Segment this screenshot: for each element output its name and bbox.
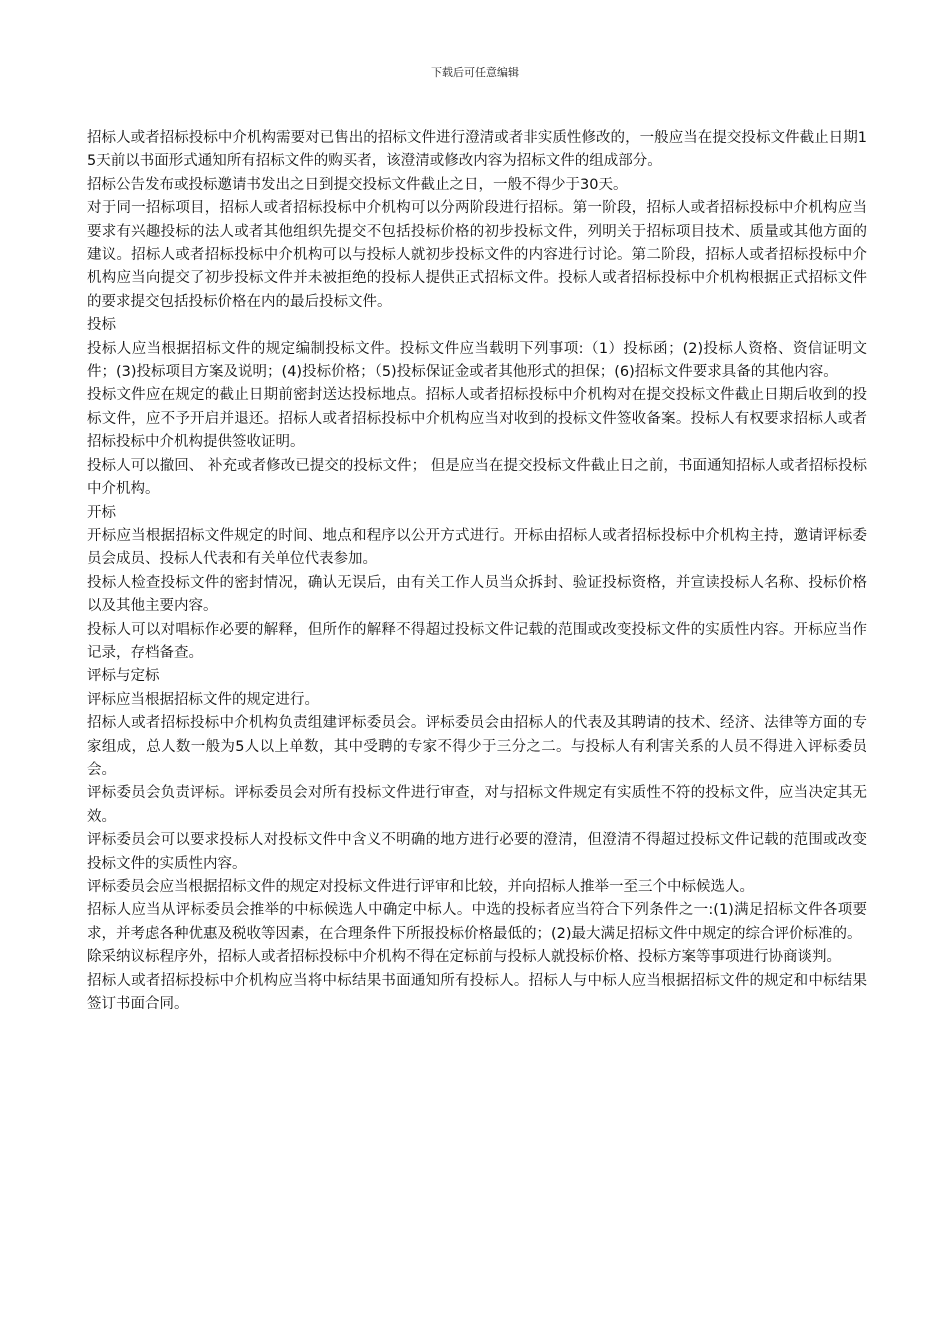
paragraph-committee-formation: 招标人或者招标投标中介机构负责组建评标委员会。评标委员会由招标人的代表及其聘请的技术、经济、法律等方面的专家组成，总人数一般为5人以上单数，其中受聘的专家不得少于三分之二。与投标人有利害关系的人员不得进入评标委员会。 <box>87 715 867 778</box>
paragraph-no-negotiation: 除采纳议标程序外，招标人或者招标投标中介机构不得在定标前与投标人就投标价格、投标方案等事项进行协商谈判。 <box>87 949 841 966</box>
paragraph-award-notice: 招标人或者招标投标中介机构应当将中标结果书面通知所有投标人。招标人与中标人应当根据招标文件的规定和中标结果签订书面合同。 <box>87 972 867 1013</box>
paragraph-bid-contents: 投标人应当根据招标文件的规定编制投标文件。投标文件应当载明下列事项:（1）投标函；(2)投标人资格、资信证明文件；(3)投标项目方案及说明；(4)投标价格；（5)投标保证金或者其他形式的担保；(6)招标文件要求具备的其他内容。 <box>87 340 867 381</box>
section-heading-evaluation: 评标与定标 <box>87 668 160 685</box>
paragraph-clarification-request: 评标委员会可以要求投标人对投标文件中含义不明确的地方进行必要的澄清，但澄清不得超过投标文件记载的范围或改变投标文件的实质性内容。 <box>87 832 867 872</box>
section-heading-bidding: 投标 <box>87 317 116 334</box>
paragraph-candidate-recommendation: 评标委员会应当根据招标文件的规定对投标文件进行评审和比较，并向招标人推举一至三个中标候选人。 <box>87 879 754 895</box>
paragraph-seal-check: 投标人检查投标文件的密封情况，确认无误后，由有关工作人员当众拆封、验证投标资格，并宣读投标人名称、投标价格以及其他主要内容。 <box>87 574 867 615</box>
paragraph-two-stage-tender: 对于同一招标项目，招标人或者招标投标中介机构可以分两阶段进行招标。第一阶段，招标人或者招标投标中介机构应当要求有兴趣投标的法人或者其他组织先提交不包括投标价格的初步投标文件，列明关于招标项目技术、质量或其他方面的建议。招标人或者招标投标中介机构可以与投标人就初步投标文件的内容进行讨论。第二阶段，招标人或者招标投标中介机构应当向提交了初步投标文件并未被拒绝的投标人提供正式招标文件。投标人或者招标投标中介机构根据正式招标文件的要求提交包括投标价格在内的最后投标文件。 <box>87 200 867 310</box>
paragraph-bid-submission: 投标文件应在规定的截止日期前密封送达投标地点。招标人或者招标投标中介机构对在提交投标文件截止日期后收到的投标文件，应不予开启并退还。招标人或者招标投标中介机构应当对收到的投标文件签收备案。投标人有权要求招标人或者招标投标中介机构提供签收证明。 <box>87 387 867 451</box>
paragraph-opening-procedure: 开标应当根据招标文件规定的时间、地点和程序以公开方式进行。开标由招标人或者招标投标中介机构主持，邀请评标委员会成员、投标人代表和有关单位代表参加。 <box>87 527 867 568</box>
paragraph-committee-review: 评标委员会负责评标。评标委员会对所有投标文件进行审查，对与招标文件规定有实质性不符的投标文件，应当决定其无效。 <box>87 785 867 825</box>
section-heading-bid-opening: 开标 <box>87 504 116 521</box>
paragraph-winner-criteria: 招标人应当从评标委员会推举的中标候选人中确定中标人。中选的投标者应当符合下列条件之一:(1)满足招标文件各项要求，并考虑各种优惠及税收等因素，在合理条件下所报投标价格最低的；(2)最大满足招标文件中规定的综合评价标准的。 <box>87 902 867 942</box>
paragraph-clarification: 招标人或者招标投标中介机构需要对已售出的招标文件进行澄清或者非实质性修改的，一般应当在提交投标文件截止日期15天前以书面形式通知所有招标文件的购买者，该澄清或修改内容为招标文件的组成部分。 <box>87 130 867 170</box>
page-header: 下载后可任意编辑 <box>431 66 519 79</box>
document-body <box>87 127 867 1016</box>
paragraph-bid-period: 招标公告发布或投标邀请书发出之日到提交投标文件截止之日，一般不得少于30天。 <box>87 176 628 193</box>
paragraph-opening-record: 投标人可以对唱标作必要的解释，但所作的解释不得超过投标文件记载的范围或改变投标文件的实质性内容。开标应当作记录，存档备查。 <box>87 621 867 661</box>
paragraph-evaluation-basis: 评标应当根据招标文件的规定进行。 <box>87 691 319 708</box>
paragraph-bid-withdrawal: 投标人可以撤回、 补充或者修改已提交的投标文件； 但是应当在提交投标文件截止日之前，书面通知招标人或者招标投标中介机构。 <box>87 457 867 498</box>
